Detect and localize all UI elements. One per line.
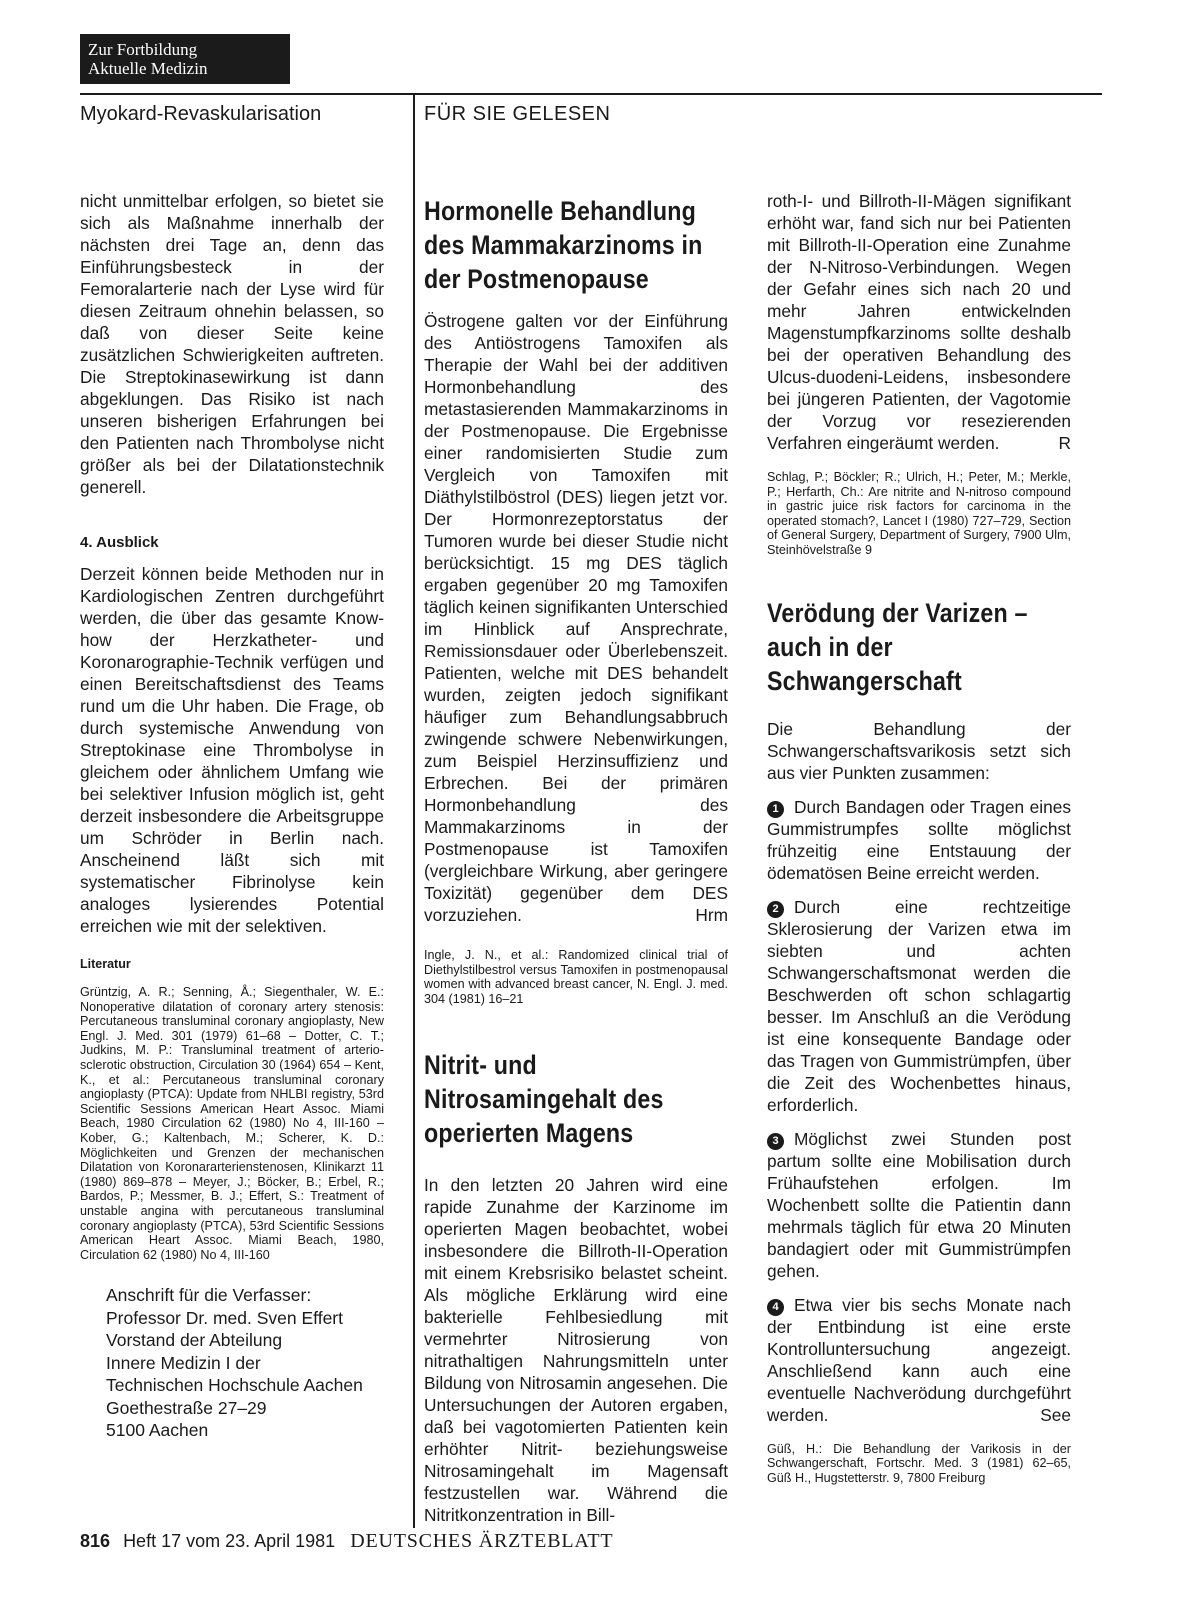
point-text: Durch eine rechtzeitige Sklerosierung der Varizen etwa im siebten und achten Schwangerschaftsmonat werden die Beschwerden oft schon schlagartig besser. Im Anschluß an die Verödung ist eine konsequente Bandage oder das Tragen von Gummistrümpfen, über die Zeit des Wochenbettes hinaus, erforderlich. xyxy=(767,896,1071,1115)
column-divider xyxy=(413,93,415,1528)
number-bullet-icon: 4 xyxy=(767,1299,784,1316)
article-3-title xyxy=(767,596,1071,698)
article-1-body xyxy=(424,310,728,926)
category-badge xyxy=(80,34,290,84)
article-3-intro: Die Behandlung der Schwangerschaftsvarikosis setzt sich aus vier Punkten zusammen: xyxy=(767,718,1071,783)
headline-line: Verödung der Varizen – xyxy=(767,597,1028,628)
article-3-signature: See xyxy=(1040,1404,1071,1425)
article-1-signature: Hrm xyxy=(695,905,728,925)
issue-info: Heft 17 vom 23. April 1981 xyxy=(123,1531,336,1551)
header-rule xyxy=(80,93,1102,95)
headline-line: operierten Magens xyxy=(424,1118,634,1149)
article-1-title xyxy=(424,194,728,296)
article-2-continued xyxy=(767,190,1071,454)
section-title-left: Myokard-Revaskularisation xyxy=(80,103,322,125)
page-footer xyxy=(80,1530,613,1553)
article-2-reference: Schlag, P.; Böckler; R.; Ulrich, H.; Peter, M.; Merkle, P.; Herfarth, Ch.: Are nitrite and N-nitroso compound in gastric juice risk factors for carcinoma in the operated stomach?, Lancet I (1980) 727–729, Section of General Surgery, Department of Surgery, 7900 Ulm, Steinhövelstraße 9 xyxy=(767,470,1071,557)
headline-line: Nitrit- und xyxy=(424,1050,537,1081)
address-line: Technischen Hochschule Aachen xyxy=(106,1375,363,1396)
right-column xyxy=(767,190,1071,1485)
address-line: Goethestraße 27–29 xyxy=(106,1397,267,1418)
list-item xyxy=(767,796,1071,884)
left-column xyxy=(80,190,384,1442)
article-2-title xyxy=(424,1048,728,1150)
number-bullet-icon: 3 xyxy=(767,1133,784,1150)
list-item xyxy=(767,1294,1071,1426)
literatur-references: Grüntzig, A. R.; Senning, Å.; Siegenthaler, W. E.: Nonoperative dilatation of coronary artery stenosis: Percutaneous transluminal coronary angioplasty, New Engl. J. Med. 301 (1979) 61–68 – Dotter, C. T.; Judkins, M. P.: Transluminal treatment of arterio-sclerotic obstruction, Circulation 30 (1964) 654 – Kent, K., et al.: Percutaneous transluminal coronary angioplasty (PTCA): Update from NHLBI registry, 53rd Scientific Sessions American Heart Assoc. Miami Beach, 1980 Circulation 62 (1980) No 4, III-160 – Kober, G.; Kaltenbach, M.; Scherer, K. D.: Möglichkeiten und Grenzen der mechanischen Dilatation von Koronararterienstenosen, Klinikarzt 11 (1980) 869–878 – Meyer, J.; Böcker, B.; Erbel, R.; Bardos, P.; Messmer, B. J.; Effert, S.: Treatment of unstable angina with percutaneous transluminal coronary angioplasty (PTCA), 53rd Scientific Sessions American Heart Assoc. Miami Beach, 1980, Circulation 62 (1980) No 4, III-160 xyxy=(80,985,384,1262)
point-text: Durch Bandagen oder Tragen eines Gummistrumpfes sollte möglichst frühzeitig eine Entstauung der ödematösen Beine erreicht werden. xyxy=(767,796,1071,883)
point-text: Möglichst zwei Stunden post partum sollte eine Mobilisation durch Frühaufstehen erfolgen. Im Wochenbett sollte die Patientin dann mehrmals täglich für etwa 20 Minuten bandagiert oder mit Gummistrümpfen gehen. xyxy=(767,1128,1071,1281)
article-3-reference: Güß, H.: Die Behandlung der Varikosis in der Schwangerschaft, Fortschr. Med. 3 (1981) 62–65, Güß H., Hugstetterstr. 9, 7800 Freiburg xyxy=(767,1441,1071,1485)
article-1-text: Östrogene galten vor der Einführung des Antiöstrogens Tamoxifen als Therapie der Wahl bei der additiven Hormonbehandlung des metastasierenden Mammakarzinoms in der Postmenopause. Die Ergebnisse einer randomisierten Studie zum Vergleich von Tamoxifen mit Diäthylstilböstrol (DES) liegen jetzt vor. Der Hormonrezeptorstatus der Tumoren wurde bei dieser Studie nicht berücksichtigt. 15 mg DES täglich ergaben gegenüber 20 mg Tamoxifen täglich keinen signifikanten Unterschied im Hinblick auf Ansprechrate, Remissionsdauer oder Überlebenszeit. Patienten, welche mit DES behandelt wurden, zeigten jedoch signifikant häufiger zum Behandlungsabbruch zwingende schwere Nebenwirkungen, zum Beispiel Herzinsuffizienz und Erbrechen. Bei der primären Hormonbehandlung des Mammakarzinoms in der Postmenopause ist Tamoxifen (vergleichbare Wirkung, aber geringere Toxizität) gegenüber dem DES vorzuziehen. xyxy=(424,311,728,925)
address-line: Anschrift für die Verfasser: xyxy=(106,1285,312,1306)
headline-line: des Mammakarzinoms in xyxy=(424,230,703,260)
points-list xyxy=(767,796,1071,1426)
headline-line: Schwangerschaft xyxy=(767,665,962,696)
headline-line: Nitrosamingehalt des xyxy=(424,1084,664,1115)
article-1-reference: Ingle, J. N., et al.: Randomized clinical trial of Diethylstilbestrol versus Tamoxifen in postmenopausal women with advanced breast cancer, N. Engl. J. med. 304 (1981) 16–21 xyxy=(424,948,728,1006)
list-item xyxy=(767,896,1071,1116)
ausblick-paragraph: Derzeit können beide Methoden nur in Kardiologischen Zentren durchgeführt werden, die über das gesamte Know-how der Herzkatheter- und Koronarographie-Technik verfügen und einen Bereitschaftsdienst des Teams rund um die Uhr haben. Die Frage, ob durch systemische Anwendung von Streptokinase eine Thrombolyse in gleichem oder ähnlichem Umfang wie bei selektiver Infusion möglich ist, geht derzeit insbesondere die Arbeitsgruppe um Schröder in Berlin nach. Anscheinend läßt sich mit systematischer Fibrinolyse kein analoges lysierendes Potential erreichen wie mit der selektiven. xyxy=(80,564,384,936)
point-text: Etwa vier bis sechs Monate nach der Entbindung ist eine erste Kontrolluntersuchung angezeigt. Anschließend kann auch eine eventuelle Nachverödung durchgeführt werden. xyxy=(767,1294,1071,1425)
address-line: Professor Dr. med. Sven Effert xyxy=(106,1307,343,1328)
address-line: 5100 Aachen xyxy=(106,1420,209,1441)
author-address xyxy=(80,1284,384,1442)
address-line: Innere Medizin I der xyxy=(106,1352,261,1373)
badge-line-1: Zur Fortbildung xyxy=(88,40,198,59)
journal-name: DEUTSCHES ÄRZTEBLATT xyxy=(350,1530,614,1552)
ausblick-heading: 4. Ausblick xyxy=(80,534,159,551)
literatur-heading: Literatur xyxy=(80,957,131,971)
article-2-signature: R xyxy=(1058,433,1071,453)
middle-column xyxy=(424,194,728,1526)
intro-paragraph: nicht unmittelbar erfolgen, so bietet sie sich als Maßnahme innerhalb der nächsten drei Tage an, denn das Einführungsbesteck in der Femoralarterie nach der Lyse wird für diesen Zeitraum ohnehin belassen, so daß von dieser Seite keine zusätzlichen Schwierigkeiten auftreten. Die Streptokinasewirkung ist dann abgeklungen. Das Risiko ist nach unseren bisherigen Erfahrungen bei den Patienten nach Thrombolyse nicht größer als bei der Dilatationstechnik generell. xyxy=(80,191,384,497)
badge-line-2: Aktuelle Medizin xyxy=(88,59,208,78)
address-line: Vorstand der Abteilung xyxy=(106,1330,283,1351)
headline-line: der Postmenopause xyxy=(424,264,649,294)
headline-line: Hormonelle Behandlung xyxy=(424,196,696,226)
article-2-body: In den letzten 20 Jahren wird eine rapide Zunahme der Karzinome im operierten Magen beobachtet, wobei insbesondere die Billroth-II-Operation mit einem Krebsrisiko belastet scheint. Als mögliche Erklärung wird eine bakterielle Fehlbesiedlung mit vermehrter Nitrosierung von nitrathaltigen Nahrungsmitteln unter Bildung von Nitrosamin angesehen. Die Untersuchungen der Autoren ergaben, daß bei vagotomierten Patienten kein erhöhter Nitrit- beziehungsweise Nitrosamingehalt im Magensaft festzustellen war. Während die Nitritkonzentration in Bill- xyxy=(424,1175,728,1526)
page-number: 816 xyxy=(80,1531,111,1551)
article-2-cont-text: roth-I- und Billroth-II-Mägen signifikant erhöht war, fand sich nur bei Patienten mit Billroth-II-Operation eine Zunahme der N-Nitroso-Verbindungen. Wegen der Gefahr eines sich nach 20 und mehr Jahren entwickelnden Magenstumpfkarzinoms sollte deshalb bei der operativen Behandlung des Ulcus-duodeni-Leidens, insbesondere bei jüngeren Patienten, der Vagotomie der Vorzug vor resezierenden Verfahren eingeräumt werden. xyxy=(767,191,1071,453)
section-title-right: FÜR SIE GELESEN xyxy=(424,103,611,125)
number-bullet-icon: 1 xyxy=(767,801,784,818)
number-bullet-icon: 2 xyxy=(767,901,784,918)
headline-line: auch in der xyxy=(767,631,893,662)
list-item xyxy=(767,1128,1071,1282)
